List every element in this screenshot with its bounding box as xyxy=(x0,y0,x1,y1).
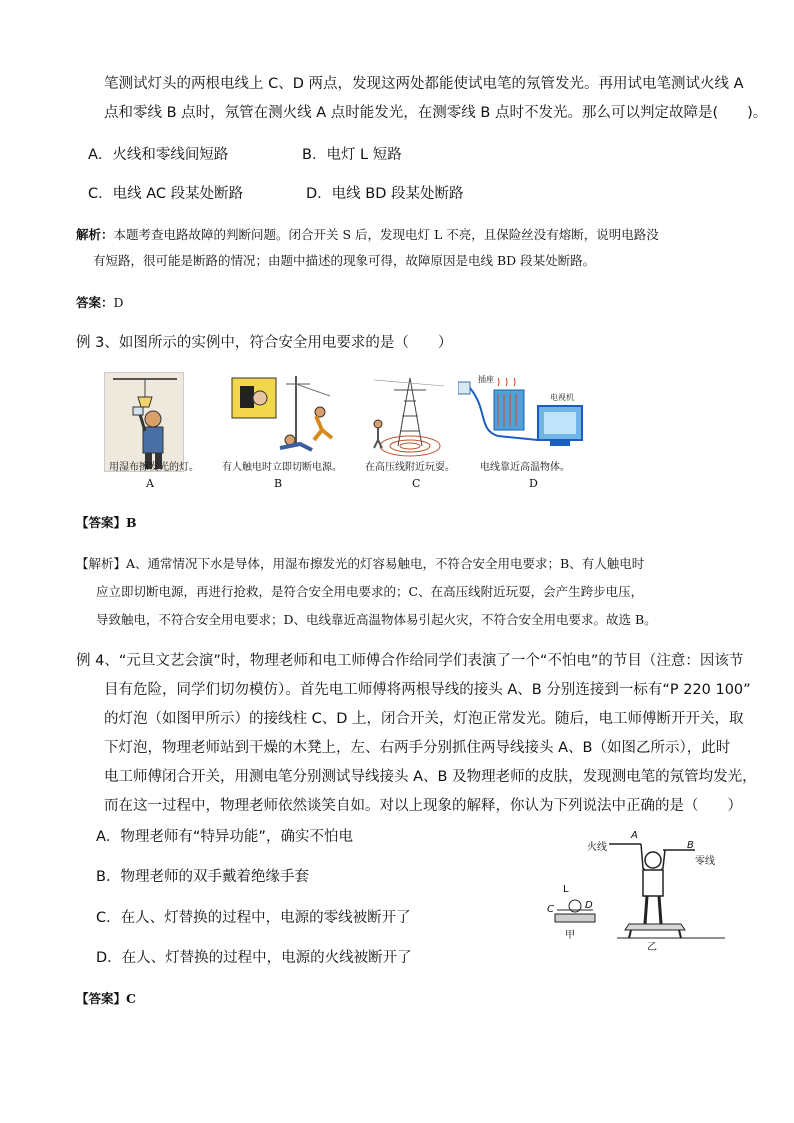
q2-answer xyxy=(76,294,124,312)
ex3-figure-b xyxy=(230,376,340,470)
lamp-l-label: L xyxy=(563,884,569,895)
ex4-stem-line3: 的灯泡（如图甲所示）的接线柱 C、D 上，闭合开关，灯泡正常发光。随后，电工师傅断开开关，取 xyxy=(104,711,744,727)
ex3-letter-b: B xyxy=(274,477,283,490)
ex4-figure xyxy=(535,828,731,952)
ex4-stem-line1: 例 4、“元旦文艺会演”时，物理老师和电工师傅合作给同学们表演了一个“不怕电”的节目（注意：因该节 xyxy=(76,653,744,669)
q2-analysis-line1: 本题考查电路故障的判断问题。闭合开关 S 后，发现电灯 L 不亮，且保险丝没有熔断，说明电路没 xyxy=(113,227,659,242)
q2-option-b: B．电灯 L 短路 xyxy=(302,147,402,163)
ex3-figure-c xyxy=(364,376,450,466)
point-c-label: C xyxy=(547,904,554,915)
ex3-caption-a: 用湿布擦发光的灯。 xyxy=(109,462,199,473)
socket-label: 插座 xyxy=(478,375,494,384)
zero-wire-label: 零线 xyxy=(695,856,715,867)
fig-yi-label: 乙 xyxy=(647,942,657,952)
ex3-figure-d xyxy=(458,370,586,456)
teacher-wire-illustration xyxy=(535,828,731,952)
q2-analysis-line2: 有短路，很可能是断路的情况；由题中描述的现象可得，故障原因是电线 BD 段某处断路。 xyxy=(93,253,596,268)
ex4-option-c: C．在人、灯替换的过程中，电源的零线被断开了 xyxy=(96,910,411,926)
ex3-caption-c: 在高压线附近玩耍。 xyxy=(365,462,455,473)
ex4-stem-line2: 目有危险，同学们切勿模仿）。首先电工师傅将两根导线的接头 A、B 分别连接到一标有“P 220 100” xyxy=(104,682,751,698)
ex3-letter-d: D xyxy=(529,477,538,490)
q2-analysis xyxy=(76,226,659,244)
q2-answer-label: 答案： xyxy=(76,295,114,310)
ex4-stem-line6: 而在这一过程中，物理老师依然谈笑自如。对以上现象的解释，你认为下列说法中正确的是（ ） xyxy=(104,798,742,814)
ex4-stem-line5: 电工师傅闭合开关，用测电笔分别测试导线接头 A、B 及物理老师的皮肤，发现测电笔的氖管均发光， xyxy=(104,769,757,785)
tv-label: 电视机 xyxy=(550,393,574,402)
ex3-figure-a xyxy=(104,372,184,472)
point-b-label: B xyxy=(687,840,694,851)
cut-power-illustration xyxy=(230,376,340,470)
ex3-letter-a: A xyxy=(146,477,154,490)
ex3-caption-d: 电线靠近高温物体。 xyxy=(480,462,570,473)
q2-option-a: A．火线和零线间短路 xyxy=(88,147,229,163)
ex4-option-b: B．物理老师的双手戴着绝缘手套 xyxy=(96,869,309,885)
q2-stem-line2: 点和零线 B 点时，氖管在测火线 A 点时能发光，在测零线 B 点时不发光。那么可以判定故障是( )。 xyxy=(104,105,768,121)
q2-answer-value: D xyxy=(113,295,124,310)
ex3-analysis-line1: 【解析】A、通常情况下水是导体，用湿布擦发光的灯容易触电，不符合安全用电要求；B、有人触电时 xyxy=(76,556,645,571)
point-d-label: D xyxy=(585,900,593,911)
wire-near-heater-illustration xyxy=(458,370,586,456)
wet-cloth-lamp-illustration xyxy=(105,373,183,471)
ex3-answer: 【答案】B xyxy=(76,515,137,530)
ex4-option-a: A．物理老师有“特异功能”，确实不怕电 xyxy=(96,829,353,845)
fig-jia-label: 甲 xyxy=(565,930,575,941)
q2-option-c: C．电线 AC 段某处断路 xyxy=(88,186,244,202)
q2-stem-line1: 笔测试灯头的两根电线上 C、D 两点，发现这两处都能使试电笔的氖管发光。再用试电笔测试火线 A xyxy=(104,76,744,92)
ex4-stem-line4: 下灯泡，物理老师站到干燥的木凳上，左、右两手分别抓住两导线接头 A、B（如图乙所示），此时 xyxy=(104,740,731,756)
ex3-stem: 例 3、如图所示的实例中，符合安全用电要求的是（ ） xyxy=(76,335,453,351)
fire-wire-label: 火线 xyxy=(587,842,607,853)
q2-analysis-label: 解析： xyxy=(76,227,114,242)
ex4-answer: 【答案】C xyxy=(76,991,136,1006)
point-a-label: A xyxy=(631,830,638,841)
high-voltage-tower-illustration xyxy=(364,376,450,466)
ex3-analysis-line3: 导致触电，不符合安全用电要求；D、电线靠近高温物体易引起火灾，不符合安全用电要求。故选 B。 xyxy=(96,612,657,627)
ex3-analysis-line2: 应立即切断电源，再进行抢救，是符合安全用电要求的；C、在高压线附近玩耍，会产生跨步电压， xyxy=(96,584,644,599)
ex3-letter-c: C xyxy=(412,477,421,490)
q2-option-d: D．电线 BD 段某处断路 xyxy=(306,186,464,202)
ex4-option-d: D．在人、灯替换的过程中，电源的火线被断开了 xyxy=(96,950,412,966)
ex3-caption-b: 有人触电时立即切断电源。 xyxy=(222,462,342,473)
